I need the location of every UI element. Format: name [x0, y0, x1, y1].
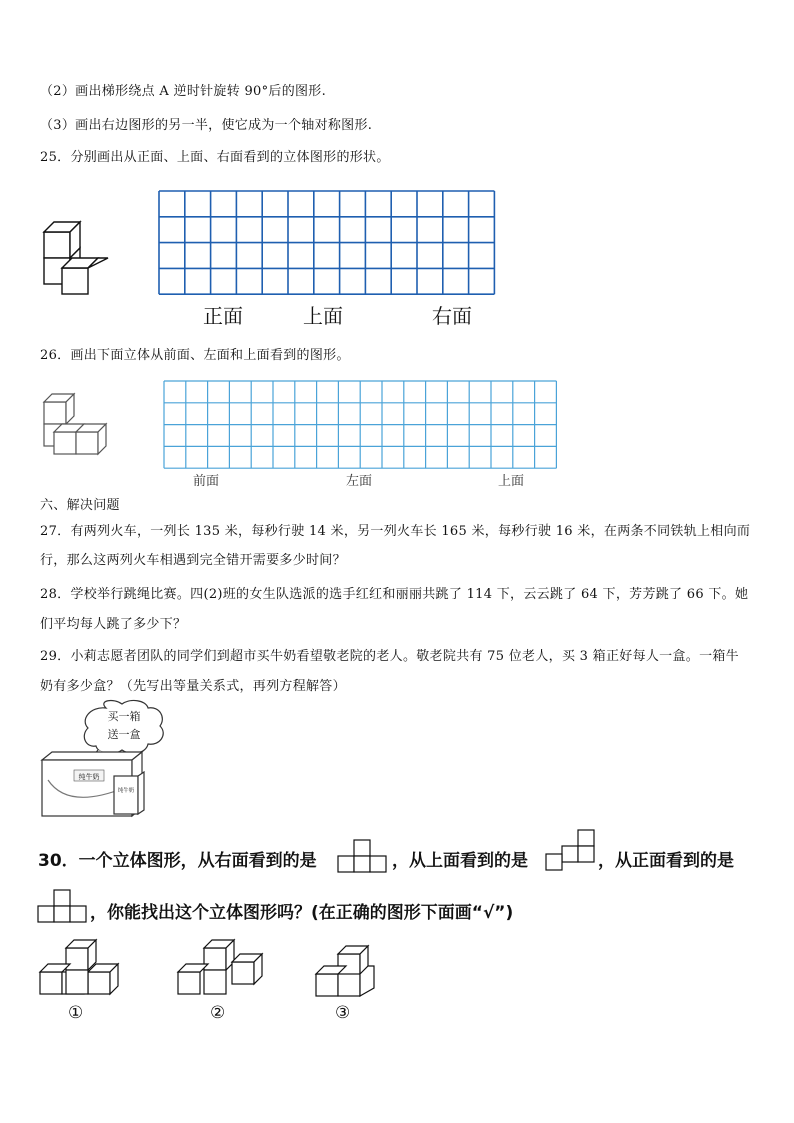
box-label: 纯牛奶	[78, 773, 100, 781]
q26-drawing-grid[interactable]	[163, 380, 557, 466]
q30-option-1-label: ①	[68, 1003, 84, 1023]
grid26-label-left: 左面	[346, 474, 373, 489]
grid26-label-front: 前面	[193, 474, 220, 489]
question-28-line2: 们平均每人跳了多少下？	[40, 617, 187, 632]
question-24-part2: （2）画出梯形绕点 A 逆时针旋转 90°后的图形.	[40, 84, 327, 99]
q30-part2: ，从上面看到的是	[392, 851, 528, 871]
q25-drawing-grid[interactable]	[158, 190, 494, 296]
grid25-label-top: 上面	[303, 304, 343, 328]
q26-cube-figure	[40, 390, 110, 460]
q30-option-2-label: ②	[210, 1003, 226, 1023]
bubble-line1: 买一箱	[107, 710, 141, 723]
q30-option-2-figure[interactable]	[174, 934, 264, 998]
section-six-heading: 六、解决问题	[40, 498, 120, 513]
question-26-text: 26．画出下面立体从前面、左面和上面看到的图形。	[40, 348, 350, 363]
question-27-line2: 行，那么这两列火车相遇到完全错开需要多少时间？	[40, 553, 346, 568]
question-29-line2: 奶有多少盒？（先写出等量关系式，再列方程解答）	[40, 679, 346, 694]
grid25-label-right: 右面	[432, 304, 472, 328]
q30-part4: ，你能找出这个立体图形吗？(在正确的图形下面画“√”)	[90, 903, 514, 923]
q30-option-1-figure[interactable]	[36, 934, 126, 998]
q30-option-3-label: ③	[335, 1003, 351, 1023]
q30-option-3-figure[interactable]	[314, 940, 394, 998]
q25-cube-figure-right	[40, 218, 110, 298]
question-27-line1: 27．有两列火车，一列长 135 米，每秒行驶 14 米，另一列火车长 165 米，每秒行驶 16 米，在两条不同铁轨上相向而	[40, 524, 751, 539]
q30-top-view-shape	[544, 828, 600, 872]
q30-part3: ，从正面看到的是	[598, 851, 734, 871]
grid26-label-top: 上面	[498, 474, 525, 489]
carton-label: 纯牛奶	[117, 788, 135, 794]
milk-box-illustration	[38, 700, 178, 820]
q30-front-view-shape	[38, 888, 90, 924]
question-24-part3: （3）画出右边图形的另一半，使它成为一个轴对称图形.	[40, 118, 373, 133]
question-29-line1: 29．小莉志愿者团队的同学们到超市买牛奶看望敬老院的老人。敬老院共有 75 位老人，买 3 箱正好每人一盒。一箱牛	[40, 649, 739, 664]
bubble-line2: 送一盒	[107, 728, 141, 741]
question-28-line1: 28．学校举行跳绳比赛。四(2)班的女生队选派的选手红红和丽丽共跳了 114 下，云云跳了 64 下，芳芳跳了 66 下。她	[40, 587, 749, 602]
q30-right-view-shape	[338, 838, 390, 874]
question-25-text: 25．分别画出从正面、上面、右面看到的立体图形的形状。	[40, 150, 390, 165]
q30-part1: 30．一个立体图形，从右面看到的是	[38, 851, 317, 871]
grid25-label-front: 正面	[203, 304, 243, 328]
